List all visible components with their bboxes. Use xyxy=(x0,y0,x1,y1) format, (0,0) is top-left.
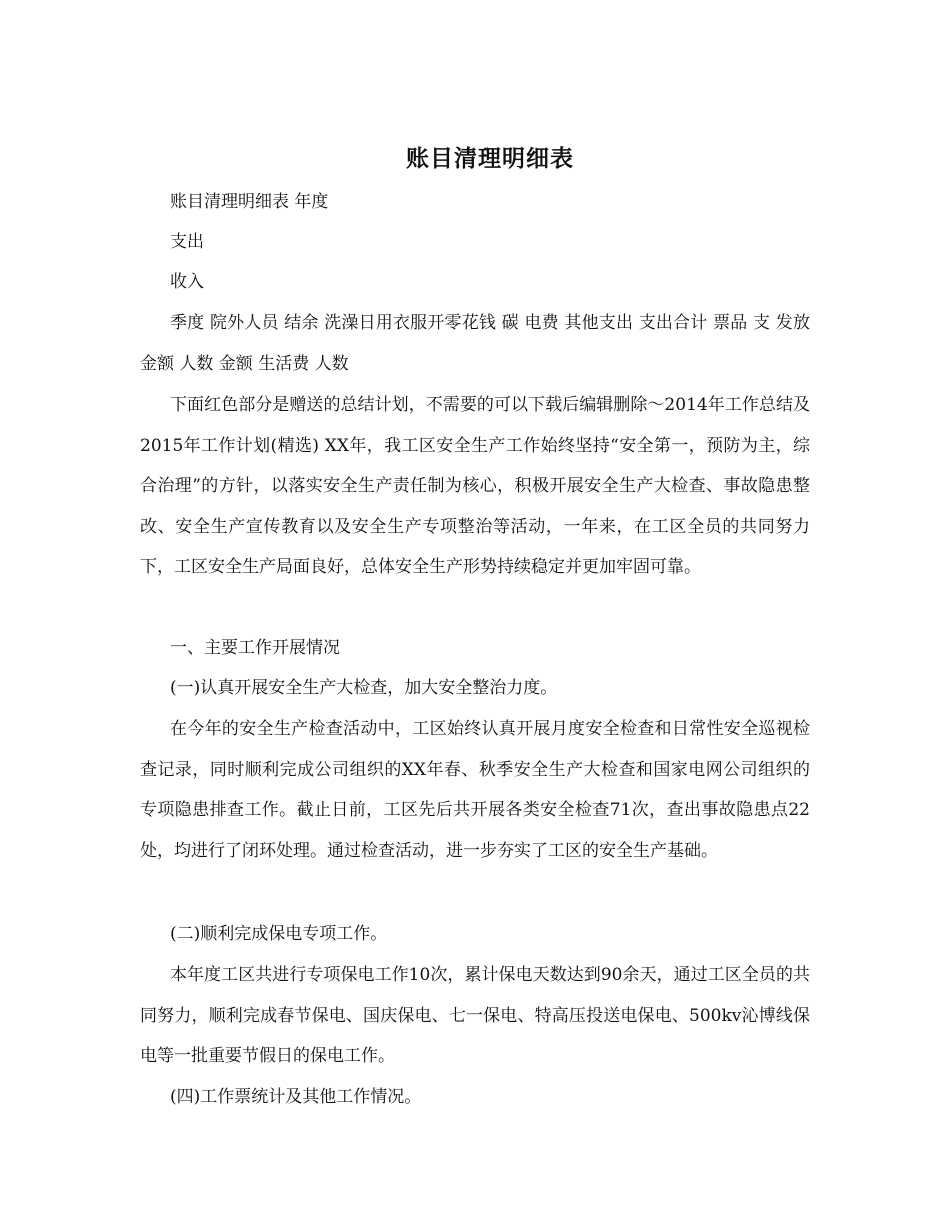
intro-paragraph: 下面红色部分是赠送的总结计划，不需要的可以下载后编辑删除～2014年工作总结及2015年工作计划(精选) XX年，我工区安全生产工作始终坚持“安全第一，预防为主，综合治理”的方针，以落实安全生产责任制为核心，积极开展安全生产大检查、事故隐患整改、安全生产宣传教育以及安全生产专项整治等活动，一年来，在工区全员的共同努力下，工区安全生产局面良好，总体安全生产形势持续稳定并更加牢固可靠。 xyxy=(140,395,810,577)
subsection-heading-work-tickets: (四)工作票统计及其他工作情况。 xyxy=(170,1087,422,1107)
table-columns-paragraph: 季度 院外人员 结余 洗澡日用衣服开零花钱 碳 电费 其他支出 支出合计 票品 支 发放金额 人数 金额 生活费 人数 xyxy=(140,313,810,374)
subsection-heading-safety-inspection: (一)认真开展安全生产大检查，加大安全整治力度。 xyxy=(170,678,558,698)
header-line-ledger-year: 账目清理明细表 年度 xyxy=(170,192,329,212)
section-heading-main-work: 一、主要工作开展情况 xyxy=(170,638,340,658)
document-title: 账目清理明细表 xyxy=(406,145,574,172)
header-line-income: 收入 xyxy=(170,272,204,292)
header-line-expense: 支出 xyxy=(170,232,204,252)
power-protection-paragraph: 本年度工区共进行专项保电工作10次，累计保电天数达到90余天，通过工区全员的共同努力，顺利完成春节保电、国庆保电、七一保电、特高压投送电保电、500kv沁博线保电等一批重要节假日的保电工作。 xyxy=(140,965,810,1066)
safety-inspection-paragraph: 在今年的安全生产检查活动中，工区始终认真开展月度安全检查和日常性安全巡视检查记录，同时顺利完成公司组织的XX年春、秋季安全生产大检查和国家电网公司组织的专项隐患排查工作。截止日前，工区先后共开展各类安全检查71次，查出事故隐患点22处，均进行了闭环处理。通过检查活动，进一步夯实了工区的安全生产基础。 xyxy=(140,719,810,861)
subsection-heading-power-protection: (二)顺利完成保电专项工作。 xyxy=(170,924,388,944)
